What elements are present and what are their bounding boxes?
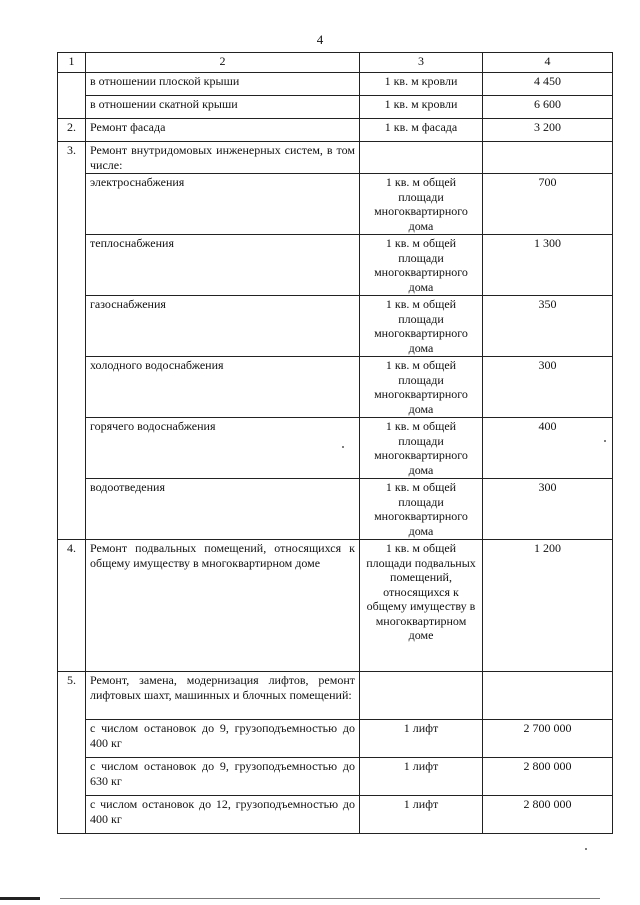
work-name: газоснабжения: [86, 296, 360, 357]
header-row: [58, 53, 613, 73]
row-number: [58, 720, 86, 758]
work-name: в отношении скатной крыши: [86, 96, 360, 119]
unit: 1 кв. м фасада: [360, 119, 483, 142]
unit: 1 кв. м общей площади подвальных помещений, относящихся к общему имуществу в многоквартирном доме: [360, 540, 483, 672]
cost-value: 2 800 000: [483, 758, 613, 796]
row-number: [58, 758, 86, 796]
work-name: с числом остановок до 12, грузоподъемностью до 400 кг: [86, 796, 360, 834]
table-row: [58, 174, 613, 235]
scan-edge-line: [60, 898, 600, 899]
work-name: Ремонт подвальных помещений, относящихся к общему имуществу в многоквартирном доме: [86, 540, 360, 672]
table-row: [58, 142, 613, 174]
table-row: [58, 296, 613, 357]
row-number: [58, 174, 86, 235]
header-cell-3: 3: [360, 53, 483, 73]
row-number: [58, 418, 86, 479]
cost-value: 1 300: [483, 235, 613, 296]
cost-value: 350: [483, 296, 613, 357]
row-number: 2.: [58, 119, 86, 142]
table-row: [58, 96, 613, 119]
row-number: [58, 235, 86, 296]
table-row: [58, 235, 613, 296]
scan-speck: [342, 446, 344, 448]
work-name: в отношении плоской крыши: [86, 73, 360, 96]
unit: 1 кв. м общей площади многоквартирного дома: [360, 235, 483, 296]
cost-value: 400: [483, 418, 613, 479]
unit: 1 лифт: [360, 796, 483, 834]
work-name: теплоснабжения: [86, 235, 360, 296]
cost-value: 6 600: [483, 96, 613, 119]
scan-speck: [585, 848, 587, 850]
page-number: 4: [316, 32, 324, 47]
unit: 1 кв. м общей площади многоквартирного дома: [360, 296, 483, 357]
cost-value: 2 700 000: [483, 720, 613, 758]
unit: 1 кв. м общей площади многоквартирного дома: [360, 418, 483, 479]
tariff-table: [57, 52, 613, 834]
table-row: [58, 540, 613, 672]
work-name: электроснабжения: [86, 174, 360, 235]
unit: 1 кв. м общей площади многоквартирного дома: [360, 479, 483, 540]
scan-edge-mark: [0, 897, 40, 900]
row-number: [58, 96, 86, 119]
unit: [360, 142, 483, 174]
cost-value: [483, 672, 613, 720]
row-number: [58, 479, 86, 540]
cost-value: 300: [483, 357, 613, 418]
table-row: [58, 357, 613, 418]
table-row: [58, 758, 613, 796]
row-number: [58, 296, 86, 357]
cost-value: 700: [483, 174, 613, 235]
cost-value: [483, 142, 613, 174]
row-number: 5.: [58, 672, 86, 720]
work-name: Ремонт фасада: [86, 119, 360, 142]
unit: 1 кв. м общей площади многоквартирного дома: [360, 357, 483, 418]
table-row: [58, 720, 613, 758]
table-row: [58, 479, 613, 540]
header-cell-1: 1: [58, 53, 86, 73]
work-name: горячего водоснабжения: [86, 418, 360, 479]
unit: 1 лифт: [360, 720, 483, 758]
cost-value: 300: [483, 479, 613, 540]
work-name: с числом остановок до 9, грузоподъемностью до 630 кг: [86, 758, 360, 796]
row-number: 4.: [58, 540, 86, 672]
scan-speck: [604, 440, 606, 442]
row-number: [58, 73, 86, 96]
row-number: [58, 357, 86, 418]
row-number: 3.: [58, 142, 86, 174]
cost-value: 3 200: [483, 119, 613, 142]
work-name: с числом остановок до 9, грузоподъемностью до 400 кг: [86, 720, 360, 758]
table-row: [58, 119, 613, 142]
unit: 1 кв. м кровли: [360, 73, 483, 96]
row-number: [58, 796, 86, 834]
work-name: Ремонт внутридомовых инженерных систем, в том числе:: [86, 142, 360, 174]
work-name: Ремонт, замена, модернизация лифтов, ремонт лифтовых шахт, машинных и блочных помещений:: [86, 672, 360, 720]
unit: 1 кв. м кровли: [360, 96, 483, 119]
table-row: [58, 672, 613, 720]
header-cell-2: 2: [86, 53, 360, 73]
cost-value: 1 200: [483, 540, 613, 672]
unit: [360, 672, 483, 720]
table-row: [58, 796, 613, 834]
cost-value: 4 450: [483, 73, 613, 96]
table-row: [58, 73, 613, 96]
unit: 1 лифт: [360, 758, 483, 796]
cost-value: 2 800 000: [483, 796, 613, 834]
work-name: холодного водоснабжения: [86, 357, 360, 418]
work-name: водоотведения: [86, 479, 360, 540]
table-row: [58, 418, 613, 479]
unit: 1 кв. м общей площади многоквартирного дома: [360, 174, 483, 235]
header-cell-4: 4: [483, 53, 613, 73]
